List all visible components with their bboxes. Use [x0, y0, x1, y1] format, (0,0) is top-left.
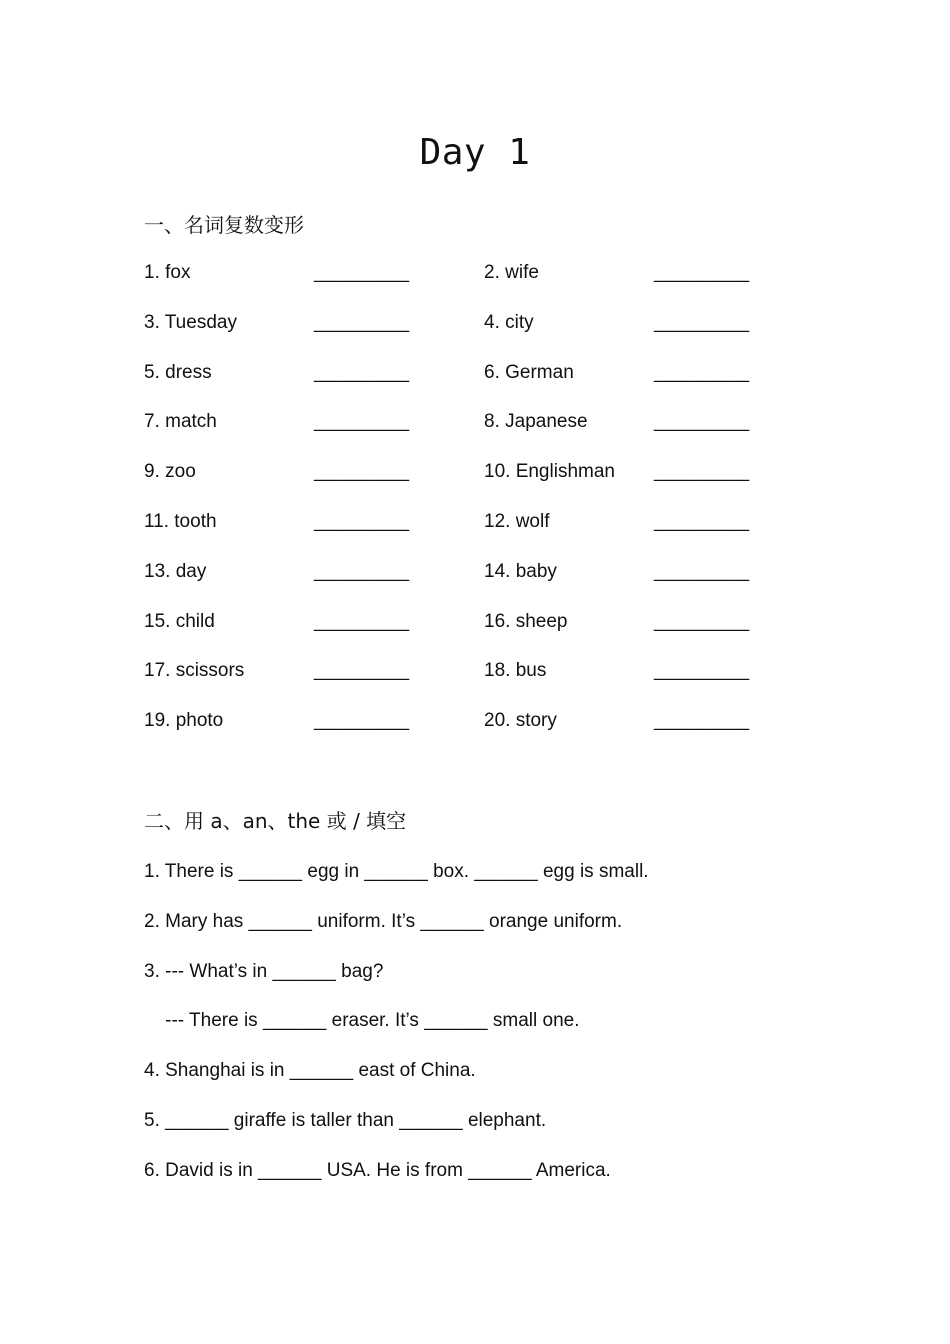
page-title: Day 1	[419, 132, 531, 173]
answer-blank[interactable]: _________	[654, 710, 750, 732]
sentence-item: 5. ______ giraffe is taller than ______ elephant.	[144, 1109, 547, 1131]
word-item: 16. sheep	[484, 610, 568, 632]
answer-blank[interactable]: _________	[314, 411, 410, 433]
answer-blank[interactable]: _________	[654, 610, 750, 632]
exercise-row	[144, 398, 784, 448]
answer-blank[interactable]: _________	[654, 311, 750, 333]
answer-blank[interactable]: _________	[654, 361, 750, 383]
word-item: 15. child	[144, 610, 215, 632]
exercise-row	[144, 349, 784, 399]
answer-blank[interactable]: _________	[314, 710, 410, 732]
exercise-row	[144, 697, 784, 747]
answer-blank[interactable]: _________	[314, 262, 410, 283]
plural-exercise-list	[144, 249, 784, 747]
word-item: 4. city	[484, 311, 534, 333]
answer-blank[interactable]: _________	[654, 461, 750, 483]
exercise-row	[144, 548, 784, 598]
word-item: 1. fox	[144, 262, 191, 283]
answer-blank[interactable]: _________	[314, 560, 410, 582]
word-item: 5. dress	[144, 361, 212, 383]
sentence-item: 3. --- What’s in ______ bag?	[144, 960, 384, 982]
word-item: 12. wolf	[484, 510, 550, 532]
word-item: 20. story	[484, 710, 557, 732]
exercise-row	[144, 498, 784, 548]
article-exercise-list	[144, 849, 844, 1198]
exercise-row	[144, 249, 784, 299]
answer-blank[interactable]: _________	[654, 660, 750, 682]
answer-blank[interactable]: _________	[314, 361, 410, 383]
word-item: 8. Japanese	[484, 411, 588, 433]
word-item: 19. photo	[144, 710, 224, 732]
answer-blank[interactable]: _________	[654, 560, 750, 582]
section-2-heading: 二、用 a、an、the 或 / 填空	[144, 809, 407, 833]
answer-blank[interactable]: _________	[654, 262, 750, 283]
sentence-item: 1. There is ______ egg in ______ box. ______ egg is small.	[144, 861, 649, 882]
answer-blank[interactable]: _________	[314, 610, 410, 632]
sentence-item: 6. David is in ______ USA. He is from ______ America.	[144, 1159, 611, 1181]
sentence-item: --- There is ______ eraser. It’s ______ small one.	[144, 1010, 580, 1032]
exercise-row	[144, 598, 784, 648]
word-item: 10. Englishman	[484, 461, 615, 483]
answer-blank[interactable]: _________	[654, 510, 750, 532]
word-item: 14. baby	[484, 560, 557, 582]
sentence-item: 2. Mary has ______ uniform. It’s ______ orange uniform.	[144, 910, 623, 932]
answer-blank[interactable]: _________	[314, 510, 410, 532]
exercise-row	[144, 448, 784, 498]
sentence-item: 4. Shanghai is in ______ east of China.	[144, 1060, 476, 1082]
answer-blank[interactable]: _________	[314, 461, 410, 483]
answer-blank[interactable]: _________	[314, 660, 410, 682]
word-item: 13. day	[144, 560, 207, 582]
word-item: 17. scissors	[144, 660, 245, 682]
answer-blank[interactable]: _________	[314, 311, 410, 333]
word-item: 18. bus	[484, 660, 547, 682]
word-item: 2. wife	[484, 262, 539, 283]
word-item: 7. match	[144, 411, 217, 433]
word-item: 6. German	[484, 361, 574, 383]
answer-blank[interactable]: _________	[654, 411, 750, 433]
word-item: 3. Tuesday	[144, 311, 237, 333]
exercise-row	[144, 299, 784, 349]
word-item: 9. zoo	[144, 461, 196, 483]
word-item: 11. tooth	[144, 510, 217, 532]
exercise-row	[144, 647, 784, 697]
section-1-heading: 一、名词复数变形	[144, 213, 304, 237]
